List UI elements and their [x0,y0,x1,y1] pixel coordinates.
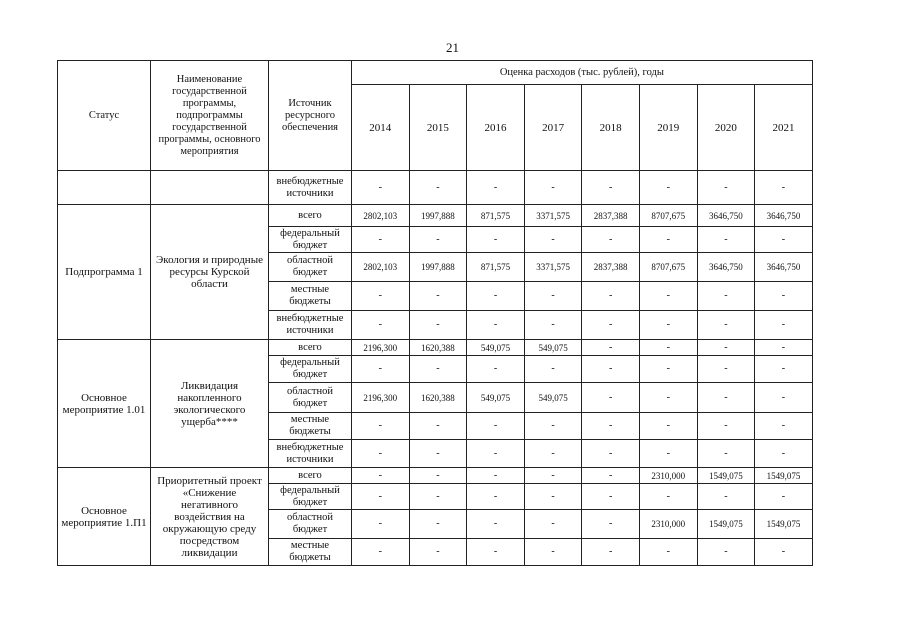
value-cell: 2837,388 [582,205,640,227]
table-row [58,468,813,484]
value-cell: 3646,750 [697,253,755,282]
value-cell: 3371,575 [524,205,582,227]
value-cell: 1549,075 [697,468,755,484]
value-cell: - [582,340,640,356]
value-cell: 1620,388 [409,340,467,356]
value-cell: 2802,103 [352,205,410,227]
value-cell: - [467,356,525,383]
value-cell: 871,575 [467,253,525,282]
row-status: Основное мероприятие 1.01 [58,340,151,468]
value-cell: - [467,440,525,468]
value-cell: 2196,300 [352,383,410,413]
value-cell: - [639,227,697,253]
value-cell: - [467,311,525,340]
value-cell: - [409,311,467,340]
value-cell: - [755,440,813,468]
value-cell: - [352,510,410,539]
value-cell: - [524,311,582,340]
value-cell: - [639,311,697,340]
value-cell: - [524,227,582,253]
value-cell: - [352,282,410,311]
value-cell: - [352,171,410,205]
value-cell: 3371,575 [524,253,582,282]
value-cell: - [409,282,467,311]
value-cell: - [755,340,813,356]
value-cell: 8707,675 [639,205,697,227]
value-cell: 3646,750 [755,205,813,227]
value-cell: 3646,750 [697,205,755,227]
value-cell: - [755,171,813,205]
row-status [58,171,151,205]
value-cell: - [352,413,410,440]
value-cell: - [582,539,640,566]
value-cell: 1620,388 [409,383,467,413]
value-cell: 549,075 [467,383,525,413]
value-cell: - [467,539,525,566]
row-name: Ликвидация накопленного экологического ущерба**** [151,340,269,468]
header-year: 2019 [639,85,697,171]
row-source: областной бюджет [269,383,352,413]
value-cell: 2837,388 [582,253,640,282]
value-cell: - [582,171,640,205]
header-estimate-title: Оценка расходов (тыс. рублей), годы [352,61,813,85]
value-cell: - [755,383,813,413]
value-cell: - [755,539,813,566]
value-cell: - [697,227,755,253]
value-cell: - [352,484,410,510]
value-cell: - [639,539,697,566]
value-cell: - [524,484,582,510]
value-cell: - [409,484,467,510]
table-row [58,205,813,227]
row-source: федеральный бюджет [269,356,352,383]
value-cell: - [409,539,467,566]
value-cell: - [755,413,813,440]
value-cell: - [524,171,582,205]
value-cell: - [352,539,410,566]
value-cell: 549,075 [524,383,582,413]
value-cell: - [639,171,697,205]
value-cell: - [697,413,755,440]
row-source: внебюджетные источники [269,440,352,468]
value-cell: - [639,282,697,311]
value-cell: - [639,340,697,356]
value-cell: 1997,888 [409,205,467,227]
value-cell: - [524,413,582,440]
header-row-top [58,61,813,85]
value-cell: - [409,440,467,468]
value-cell: - [524,440,582,468]
value-cell: 2310,000 [639,510,697,539]
value-cell: - [755,282,813,311]
row-name: Экология и природные ресурсы Курской области [151,205,269,340]
value-cell: - [409,356,467,383]
value-cell: - [524,468,582,484]
value-cell: 8707,675 [639,253,697,282]
value-cell: - [409,510,467,539]
value-cell: 549,075 [467,340,525,356]
value-cell: - [639,484,697,510]
value-cell: - [582,440,640,468]
value-cell: 549,075 [524,340,582,356]
value-cell: - [352,311,410,340]
table-row [58,340,813,356]
value-cell: - [582,356,640,383]
value-cell: - [697,171,755,205]
header-source: Источник ресурсного обеспечения [269,61,352,171]
value-cell: - [409,413,467,440]
value-cell: - [409,468,467,484]
header-year: 2015 [409,85,467,171]
header-status: Статус [58,61,151,171]
row-source: всего [269,205,352,227]
value-cell: 1549,075 [755,468,813,484]
value-cell: - [409,171,467,205]
value-cell: - [582,311,640,340]
header-year: 2020 [697,85,755,171]
value-cell: - [409,227,467,253]
row-source: федеральный бюджет [269,484,352,510]
row-source: местные бюджеты [269,413,352,440]
value-cell: - [755,356,813,383]
value-cell: 2196,300 [352,340,410,356]
value-cell: 1549,075 [697,510,755,539]
value-cell: - [697,440,755,468]
value-cell: - [582,484,640,510]
value-cell: - [755,484,813,510]
row-source: внебюджетные источники [269,171,352,205]
value-cell: - [582,227,640,253]
value-cell: - [755,227,813,253]
value-cell: - [697,539,755,566]
value-cell: 1997,888 [409,253,467,282]
value-cell: - [467,413,525,440]
table-row [58,171,813,205]
value-cell: - [352,227,410,253]
row-source: федеральный бюджет [269,227,352,253]
value-cell: - [639,440,697,468]
value-cell: 2802,103 [352,253,410,282]
value-cell: - [524,510,582,539]
value-cell: - [697,383,755,413]
value-cell: - [582,413,640,440]
value-cell: - [467,484,525,510]
row-status: Подпрограмма 1 [58,205,151,340]
row-source: внебюджетные источники [269,311,352,340]
value-cell: - [467,171,525,205]
value-cell: - [467,282,525,311]
value-cell: - [582,282,640,311]
value-cell: - [352,356,410,383]
value-cell: - [639,413,697,440]
value-cell: - [639,356,697,383]
row-source: областной бюджет [269,510,352,539]
value-cell: - [582,510,640,539]
value-cell: - [524,282,582,311]
row-name [151,171,269,205]
page-number: 21 [446,40,459,55]
value-cell: 3646,750 [755,253,813,282]
row-status: Основное мероприятие 1.П1 [58,468,151,566]
header-name: Наименование государственной программы, подпрограммы государственной программы, основного мероприятия [151,61,269,171]
header-year: 2021 [755,85,813,171]
value-cell: - [467,468,525,484]
row-source: местные бюджеты [269,282,352,311]
header-year: 2017 [524,85,582,171]
header-year: 2014 [352,85,410,171]
row-source: местные бюджеты [269,539,352,566]
value-cell: - [697,282,755,311]
row-source: всего [269,468,352,484]
value-cell: - [352,468,410,484]
value-cell: - [582,468,640,484]
header-year: 2016 [467,85,525,171]
value-cell: 871,575 [467,205,525,227]
value-cell: 2310,000 [639,468,697,484]
row-source: всего [269,340,352,356]
budget-table [57,60,813,566]
value-cell: - [639,383,697,413]
row-source: областной бюджет [269,253,352,282]
value-cell: - [467,510,525,539]
value-cell: - [697,340,755,356]
header-year: 2018 [582,85,640,171]
value-cell: - [582,383,640,413]
value-cell: - [697,484,755,510]
value-cell: - [352,440,410,468]
value-cell: - [755,311,813,340]
value-cell: - [697,356,755,383]
row-name: Приоритетный проект «Снижение негативного воздействия на окружающую среду посредством ликвидации [151,468,269,566]
value-cell: - [524,356,582,383]
value-cell: - [697,311,755,340]
value-cell: - [467,227,525,253]
value-cell: 1549,075 [755,510,813,539]
value-cell: - [524,539,582,566]
